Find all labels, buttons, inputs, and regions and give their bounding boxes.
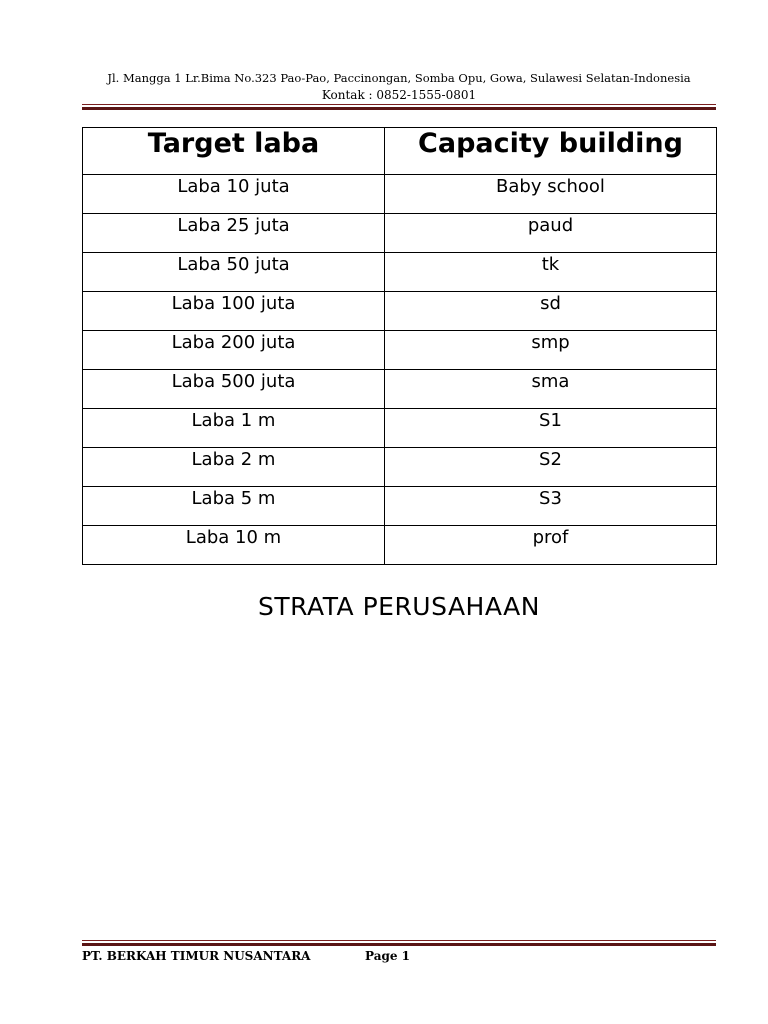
footer-page-number: Page 1: [365, 949, 411, 963]
table-row: [83, 253, 717, 292]
target-laba-cell: Laba 200 juta: [83, 331, 385, 370]
capacity-building-cell: S2: [385, 448, 717, 487]
footer-company-name: PT. BERKAH TIMUR NUSANTARA: [82, 949, 311, 963]
capacity-building-cell: sma: [385, 370, 717, 409]
target-laba-cell: Laba 2 m: [83, 448, 385, 487]
target-laba-cell: Laba 100 juta: [83, 292, 385, 331]
table-row: [83, 487, 717, 526]
table-row: [83, 526, 717, 565]
target-laba-cell: Laba 1 m: [83, 409, 385, 448]
capacity-building-cell: sd: [385, 292, 717, 331]
table-row: [83, 370, 717, 409]
capacity-building-cell: prof: [385, 526, 717, 565]
table-row: [83, 409, 717, 448]
header-contact: Kontak : 0852-1555-0801: [321, 88, 477, 102]
capacity-building-cell: paud: [385, 214, 717, 253]
column-header-capacity-building: Capacity building: [385, 128, 717, 175]
target-laba-cell: Laba 10 m: [83, 526, 385, 565]
target-laba-cell: Laba 50 juta: [83, 253, 385, 292]
target-laba-cell: Laba 25 juta: [83, 214, 385, 253]
header-divider: [82, 104, 716, 110]
capacity-building-cell: S3: [385, 487, 717, 526]
footer-divider: [82, 940, 716, 946]
table-row: [83, 292, 717, 331]
table-header-row: [83, 128, 717, 175]
page-header: [82, 70, 716, 104]
strata-table: [82, 127, 717, 565]
capacity-building-cell: smp: [385, 331, 717, 370]
capacity-building-cell: S1: [385, 409, 717, 448]
table-row: [83, 448, 717, 487]
header-address: Jl. Mangga 1 Lr.Bima No.323 Pao-Pao, Paccinongan, Somba Opu, Gowa, Sulawesi Selatan-Indonesia: [107, 71, 691, 85]
table-row: [83, 175, 717, 214]
capacity-building-cell: Baby school: [385, 175, 717, 214]
target-laba-cell: Laba 5 m: [83, 487, 385, 526]
column-header-target-laba: Target laba: [83, 128, 385, 175]
target-laba-cell: Laba 10 juta: [83, 175, 385, 214]
capacity-building-cell: tk: [385, 253, 717, 292]
target-laba-cell: Laba 500 juta: [83, 370, 385, 409]
table-row: [83, 331, 717, 370]
document-title: STRATA PERUSAHAAN: [258, 592, 540, 621]
table-row: [83, 214, 717, 253]
